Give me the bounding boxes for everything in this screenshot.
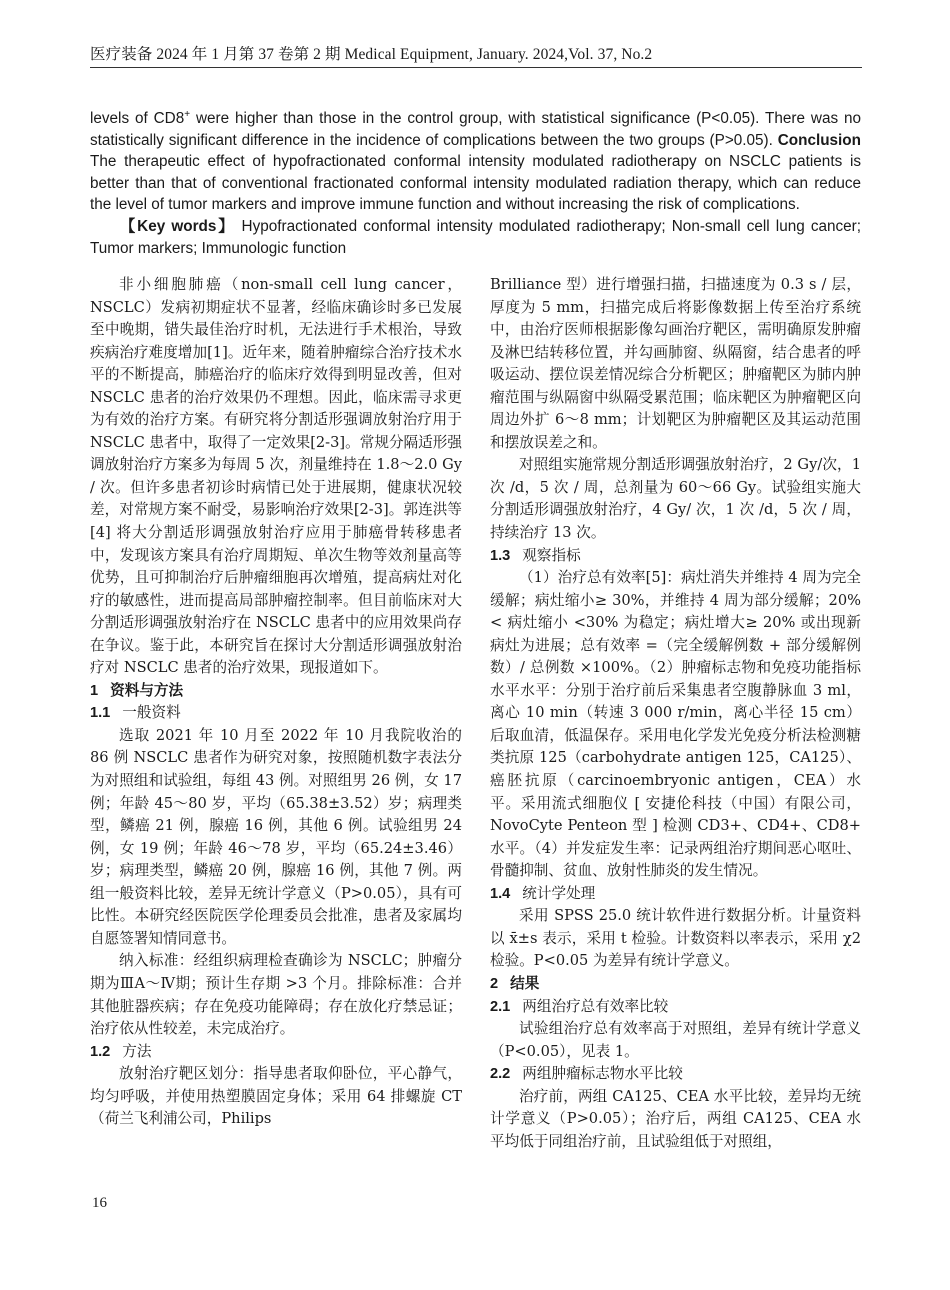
section-1-1-heading: 1.1 一般资料 xyxy=(90,704,181,722)
groups-paragraph: 对照组实施常规分割适形调强放射治疗，2 Gy/次，1 次 /d，5 次 / 周，总剂量为 60～66 Gy。试验组实施大分割适形调强放射治疗，4 Gy/ 次，1 次 /d，5 次 / 周，持续治疗 13 次。 xyxy=(490,456,861,542)
results-2-2-paragraph: 治疗前，两组 CA125、CEA 水平比较，差异均无统计学意义（P>0.05）；治疗后，两组 CA125、CEA 水平均低于同组治疗前，且试验组低于对照组， xyxy=(490,1087,861,1150)
keywords: 【Key words】 Hypofractionated conformal intensity modulated radiotherapy; Non-small cell lung cancer; Tumor markers; Immunologic function xyxy=(90,218,861,257)
section-2-heading: 2 结果 xyxy=(490,975,540,992)
intro-paragraph: 非小细胞肺癌（non-small cell lung cancer，NSCLC）发病初期症状不显著，经临床确诊时多已发展至中晚期，错失最佳治疗时机，无法进行手术根治，导致疾病治疗难度增加[1]。近年来，随着肿瘤综合治疗技术水平的不断提高，肺癌治疗的临床疗效得到明显改善，但对 NSCLC 患者的治疗效果仍不理想。因此，临床需寻求更为有效的治疗方案。有研究将分割适形强调放射治疗用于 NSCLC 患者中，取得了一定效果[2-3]。常规分隔适形强调放射治疗方案多为每周 5 次，剂量维持在 1.8～2.0 Gy / 次。但许多患者初诊时病情已处于进展期，健康状况较差，对常规方案不耐受，易影响治疗效果[2-3]。郭连洪等[4] 将大分割适形调强放射治疗应用于肺癌骨转移患者中，发现该方案具有治疗周期短、单次生物等效剂量高等优势，且可抑制治疗后肿瘤细胞再次增殖，提高病灶对化疗的敏感性，进而提高局部肿瘤控制率。但目前临床对大分割适形调强放射治疗在 NSCLC 患者中的应用效果尚存在争议。鉴于此，本研究旨在探讨大分割适形调强放射治疗对 NSCLC 患者的治疗效果，现报道如下。 xyxy=(90,276,462,677)
abstract-continuation xyxy=(90,104,861,259)
section-1-2-heading: 1.2 方法 xyxy=(90,1042,152,1060)
section-1-heading: 1 资料与方法 xyxy=(90,682,184,699)
conclusion-label: Conclusion xyxy=(777,131,861,149)
results-2-1-paragraph: 试验组治疗总有效率高于对照组，差异有统计学意义（P<0.05），见表 1。 xyxy=(490,1020,861,1060)
abstract-results-conclusion: levels of CD8+ were higher than those in the control group, with statistical significance (P<0.05). There was no statistically significant difference in the incidence of complications between the two groups (P>0.05). Conclusion The therapeutic effect of hypofractionated conformal intensity modulated radiotherapy on NSCLC patients is better than that of conventional fractionated conformal intensity modulated radiation therapy, which can reduce the level of tumor markers and improve immune function and without increasing the risk of complications. xyxy=(90,109,861,214)
criteria-paragraph: 纳入标准：经组织病理检查确诊为 NSCLC；肿瘤分期为ⅢA～Ⅳ期；预计生存期 >3 个月。排除标准：合并其他脏器疾病；存在免疫功能障碍；存在放化疗禁忌证；治疗依从性较差，未完成治疗。 xyxy=(90,952,462,1038)
running-header: 医疗装备 2024 年 1 月第 37 卷第 2 期 Medical Equipment, January. 2024,Vol. 37, No.2 xyxy=(90,46,653,63)
method-continuation: Brilliance 型）进行增强扫描，扫描速度为 0.3 s / 层，厚度为 5 mm，扫描完成后将影像数据上传至治疗系统中，由治疗医师根据影像勾画治疗靶区，需明确原发肿瘤及淋巴结转移位置，并勾画肺窗、纵隔窗，结合患者的呼吸运动、摆位误差情况综合分析靶区；肿瘤靶区为肺内肿瘤范围与纵隔窗中纵隔受累范围；临床靶区为肿瘤靶区向周边外扩 6～8 mm；计划靶区为肿瘤靶区及其运动范围和摆放误差之和。 xyxy=(490,276,861,451)
method-paragraph: 放射治疗靶区划分：指导患者取仰卧位，平心静气，均匀呼吸，并使用热塑膜固定身体；采用 64 排螺旋 CT（荷兰飞利浦公司，Philips xyxy=(90,1065,462,1128)
section-2-1-heading: 2.1 两组治疗总有效率比较 xyxy=(490,997,669,1015)
page-number: 16 xyxy=(92,1195,107,1211)
section-1-3-heading: 1.3 观察指标 xyxy=(490,546,581,564)
indicators-paragraph: （1）治疗总有效率[5]：病灶消失并维持 4 周为完全缓解；病灶缩小≥ 30%，并维持 4 周为部分缓解；20%< 病灶缩小 <30% 为稳定；病灶增大≥ 20% 或出现新病灶为进展；总有效率 =（完全缓解例数 + 部分缓解例数）/ 总例数 ×100%。（2）肿瘤标志物和免疫功能指标水平水平：分别于治疗前后采集患者空腹静脉血 3 ml，离心 10 min（转速 3 000 r/min，离心半径 15 cm）后取血清，低温保存。采用电化学发光免疫分析法检测糖类抗原 125（carbohydrate antigen 125，CA125）、癌胚抗原（carcinoembryonic antigen，CEA）水平。采用流式细胞仪 [ 安捷伦科技（中国）有限公司，NovoCyte Penteon 型 ] 检测 CD3+、CD4+、CD8+ 水平。（4）并发症发生率：记录两组治疗期间恶心呕吐、骨髓抑制、贫血、放射性肺炎的发生情况。 xyxy=(490,569,861,880)
statistics-paragraph: 采用 SPSS 25.0 统计软件进行数据分析。计量资料以 x̄±s 表示，采用 t 检验。计数资料以率表示，采用 χ2 检验。P<0.05 为差异有统计学意义。 xyxy=(490,907,861,970)
keywords-label: 【Key words】 xyxy=(120,218,236,236)
section-1-4-heading: 1.4 统计学处理 xyxy=(490,884,596,902)
header-rule xyxy=(90,67,862,68)
right-column xyxy=(490,274,861,1153)
section-2-2-heading: 2.2 两组肿瘤标志物水平比较 xyxy=(490,1065,683,1083)
general-data-paragraph: 选取 2021 年 10 月至 2022 年 10 月我院收治的 86 例 NSCLC 患者作为研究对象，按照随机数字表法分为对照组和试验组，每组 43 例。对照组男 26 例，女 17 例；年龄 45～80 岁，平均（65.38±3.52）岁；病理类型，鳞癌 21 例，腺癌 16 例，其他 6 例。试验组男 24 例，女 19 例；年龄 46～78 岁，平均（65.24±3.46）岁；病理类型，鳞癌 20 例，腺癌 16 例，其他 7 例。两组一般资料比较，差异无统计学意义（P>0.05），具有可比性。本研究经医院医学伦理委员会批准，患者及家属均自愿签署知情同意书。 xyxy=(90,726,462,947)
left-column xyxy=(90,274,462,1131)
